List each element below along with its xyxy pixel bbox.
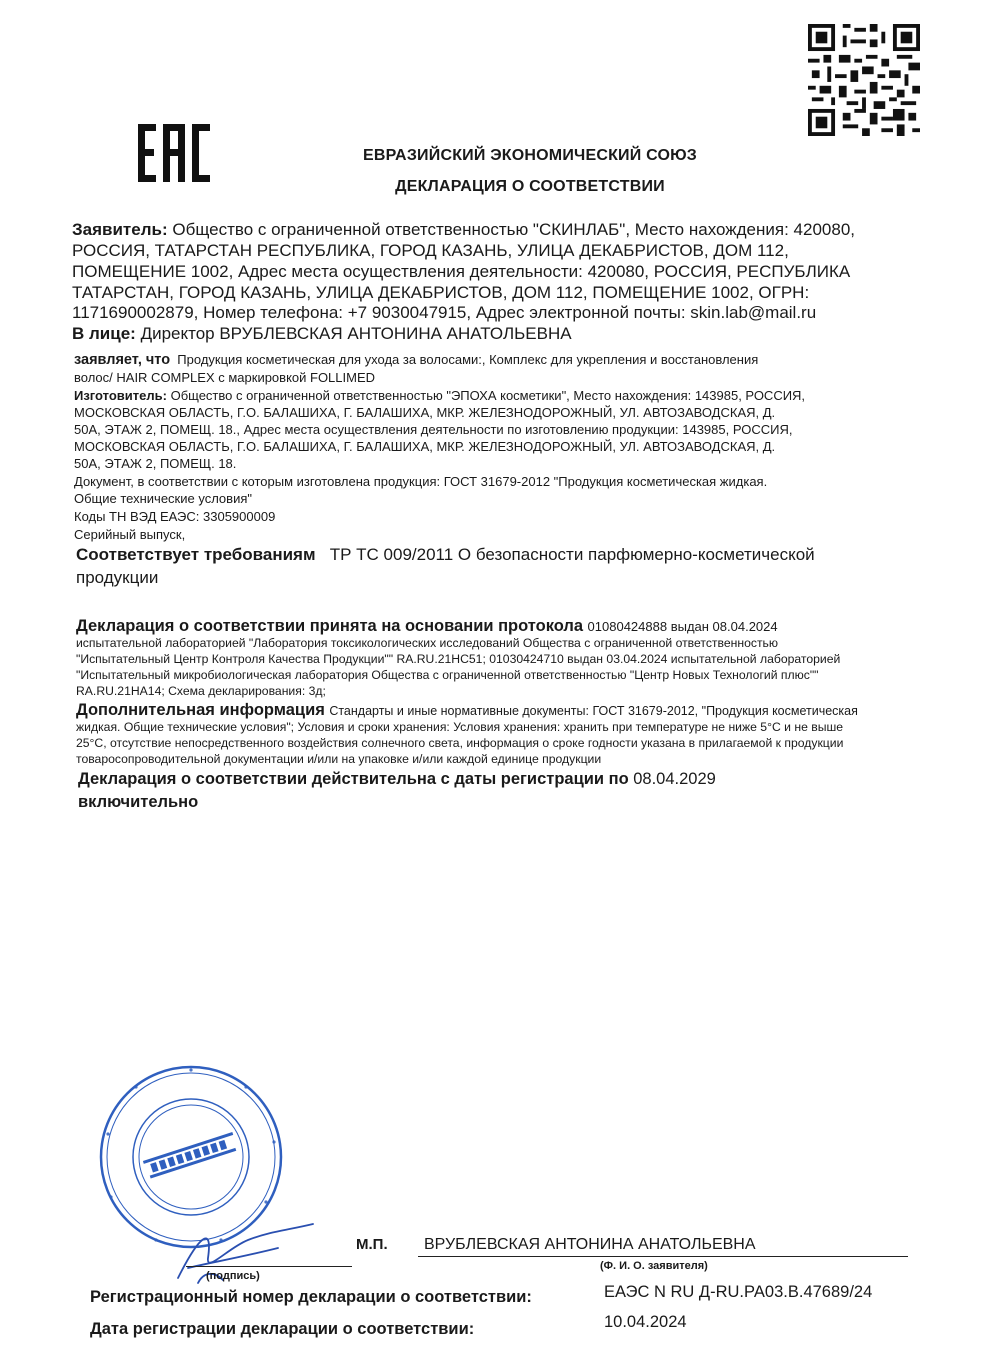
applicant-line-5: 1171690002879, Номер телефона: +7 9030047915, Адрес электронной почты: skin.lab@mail.ru [72,303,817,322]
validity-suffix: включительно [78,793,199,811]
applicant-line-4: ТАТАРСТАН, ГОРОД КАЗАНЬ, УЛИЦА ДЕКАБРИСТОВ, ДОМ 112, ПОМЕЩЕНИЕ 1002, ОГРН: [72,283,810,302]
additional-text-1: Стандарты и иные нормативные документы: ГОСТ 31679-2012, "Продукция косметическая [329,704,858,718]
additional-line-2: жидкая. Общие технические условия"; Условия и сроки хранения: Условия хранения: хранить при температуре не ниже 5°С и не выше [76,720,844,734]
name-underline [418,1256,908,1257]
registration-date-label: Дата регистрации декларации о соответствии: [90,1320,475,1338]
applicant-label: Заявитель: [72,220,168,239]
signature-caption: (подпись) [206,1270,260,1282]
union-title: ЕВРАЗИЙСКИЙ ЭКОНОМИЧЕСКИЙ СОЮЗ [362,147,698,164]
signer-name: ВРУБЛЕВСКАЯ АНТОНИНА АНАТОЛЬЕВНА [424,1236,756,1253]
represented-by [72,324,572,345]
applicant-line-2: РОССИЯ, ТАТАРСТАН РЕСПУБЛИКА, ГОРОД КАЗАНЬ, УЛИЦА ДЕКАБРИСТОВ, ДОМ 112, [72,241,789,260]
document-line-1: Документ, в соответствии с которым изготовлена продукция: ГОСТ 31679-2012 "Продукция косметическая жидкая. [74,474,768,489]
protocol-line-1 [76,617,976,636]
manufacturer-line-5: 50А, ЭТАЖ 2, ПОМЕЩ. 18. [74,456,237,471]
additional-line-4: товаросопроводительной документации и/или на упаковке и/или каждой единице продукции [76,752,602,766]
qr-code [808,24,920,136]
manufacturer-label: Изготовитель: [74,388,167,403]
protocol-line-5: RA.RU.21НА14; Схема декларирования: 3д; [76,684,326,698]
signature-underline [186,1266,352,1267]
validity-label: Декларация о соответствии действительна с даты регистрации по [78,770,629,788]
protocol-line-4: "Испытательный микробиологическая лаборатория Общества с ограниченной ответственностью "Центр Новых Технологий плюс"" [76,668,819,682]
requirements-label: Соответствует требованиям [76,545,316,564]
requirements-line-1 [76,545,956,566]
applicant-line-3: ПОМЕЩЕНИЕ 1002, Адрес места осуществления деятельности: 420080, РОССИЯ, РЕСПУБЛИКА [72,262,851,281]
registration-number-label: Регистрационный номер декларации о соответствии: [90,1288,532,1306]
name-caption: (Ф. И. О. заявителя) [600,1260,708,1272]
document-title: ДЕКЛАРАЦИЯ О СООТВЕТСТВИИ [395,178,665,195]
manufacturer-line-4: МОСКОВСКАЯ ОБЛАСТЬ, Г.О. БАЛАШИХА, Г. БАЛАШИХА, МКР. ЖЕЛЕЗНОДОРОЖНЫЙ, УЛ. АВТОЗАВОДСКАЯ, Д. [74,439,776,454]
additional-label: Дополнительная информация [76,701,325,719]
applicant-line-1 [72,220,952,241]
declares-label: заявляет, что [74,352,171,368]
declares-line-1 [74,352,944,369]
document-line-2: Общие технические условия" [74,491,252,506]
represented-by-person: Директор ВРУБЛЕВСКАЯ АНТОНИНА АНАТОЛЬЕВНА [140,324,572,343]
manufacturer-line-1 [74,388,954,404]
seal-place-mp: М.П. [356,1236,388,1253]
additional-line-1 [76,701,976,720]
protocol-text-1: 01080424888 выдан 08.04.2024 [587,619,778,634]
registration-date: 10.04.2024 [604,1313,687,1331]
protocol-line-3: "Испытательный Центр Контроля Качества Продукции"" RA.RU.21НС51; 01030424710 выдан 03.04.2024 испытательной лабораторией [76,652,841,666]
protocol-label: Декларация о соответствии принята на основании протокола [76,617,584,635]
validity-line-1 [78,770,978,789]
validity-date: 08.04.2029 [633,770,716,788]
declares-line-2: волос/ HAIR COMPLEX с маркировкой FOLLIMED [74,370,376,385]
manufacturer-text-1: Общество с ограниченной ответственностью "ЭПОХА косметики", Место нахождения: 143985, РОССИЯ, [170,388,806,403]
represented-by-label: В лице: [72,324,136,343]
declares-text-1: Продукция косметическая для ухода за волосами:, Комплекс для укрепления и восстановления [177,352,759,367]
manufacturer-line-2: МОСКОВСКАЯ ОБЛАСТЬ, Г.О. БАЛАШИХА, Г. БАЛАШИХА, МКР. ЖЕЛЕЗНОДОРОЖНЫЙ, УЛ. АВТОЗАВОДСКАЯ, Д. [74,405,776,420]
tn-ved-codes: Коды ТН ВЭД ЕАЭС: 3305900009 [74,509,276,524]
registration-number: ЕАЭС N RU Д-RU.РА03.В.47689/24 [604,1283,873,1301]
protocol-line-2: испытательной лабораторией "Лаборатория токсикологических исследований Общества с ограниченной ответственностью [76,636,779,650]
applicant-text-1: Общество с ограниченной ответственностью "СКИНЛАБ", Место нахождения: 420080, [172,220,855,239]
requirements-text-1: ТР ТС 009/2011 О безопасности парфюмерно-косметической [329,545,815,564]
serial-release: Серийный выпуск, [74,527,186,542]
manufacturer-line-3: 50А, ЭТАЖ 2, ПОМЕЩ. 18., Адрес места осуществления деятельности по изготовлению продукции: 143985, РОССИЯ, [74,422,793,437]
requirements-line-2: продукции [76,568,159,587]
additional-line-3: 25°С, отсутствие непосредственного воздействия солнечного света, информация о сроке годности указана в прилагаемой к продукции [76,736,844,750]
